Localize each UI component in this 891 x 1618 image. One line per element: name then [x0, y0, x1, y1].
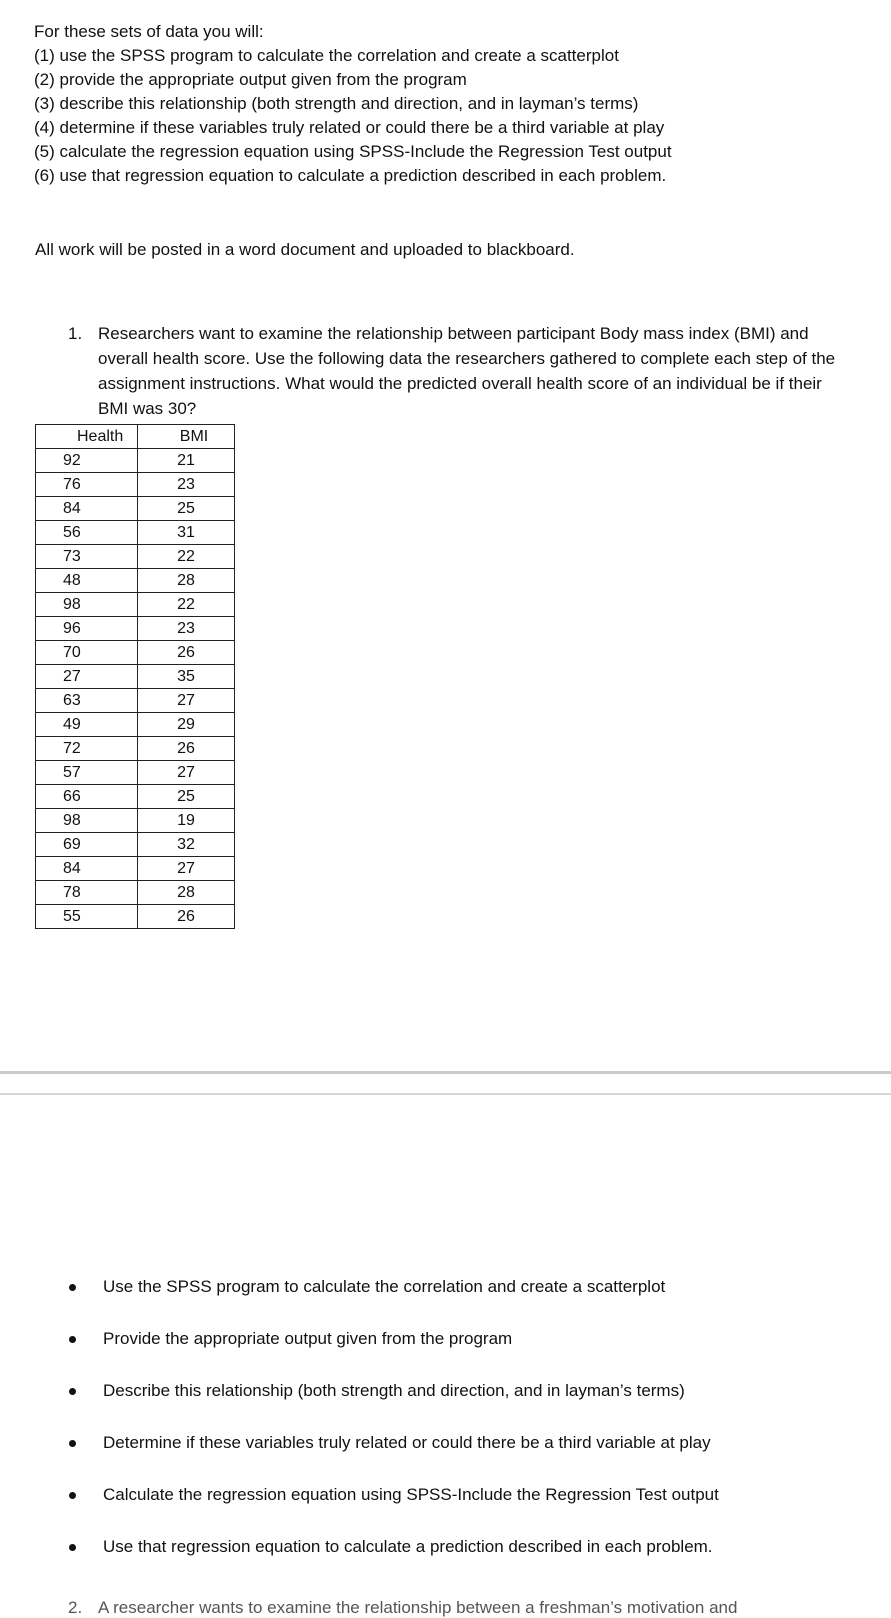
table-header-row	[36, 425, 235, 449]
table-row	[36, 857, 235, 881]
cell-bmi: 26	[138, 641, 235, 665]
cell-health: 98	[36, 593, 138, 617]
cell-bmi: 26	[138, 905, 235, 929]
question-number: 2.	[68, 1598, 83, 1617]
cell-bmi: 25	[138, 785, 235, 809]
header-health: Health	[36, 425, 138, 449]
question-2-partial	[68, 1598, 737, 1618]
cell-bmi: 35	[138, 665, 235, 689]
page-divider	[0, 1071, 891, 1074]
table-row	[36, 785, 235, 809]
list-item	[63, 1469, 883, 1521]
cell-health: 63	[36, 689, 138, 713]
table-row	[36, 593, 235, 617]
cell-bmi: 22	[138, 593, 235, 617]
bullet-list	[63, 1261, 883, 1573]
cell-health: 49	[36, 713, 138, 737]
table-row	[36, 665, 235, 689]
cell-bmi: 27	[138, 761, 235, 785]
cell-bmi: 31	[138, 521, 235, 545]
list-item	[63, 1417, 883, 1469]
table-row	[36, 833, 235, 857]
table-row	[36, 809, 235, 833]
bullet-text: Provide the appropriate output given from the program	[103, 1329, 513, 1348]
instruction-step: (2) provide the appropriate output given from the program	[34, 70, 467, 89]
table-row	[36, 569, 235, 593]
cell-bmi: 22	[138, 545, 235, 569]
cell-bmi: 25	[138, 497, 235, 521]
cell-health: 56	[36, 521, 138, 545]
bullet-icon	[69, 1492, 76, 1499]
table-row	[36, 617, 235, 641]
cell-bmi: 28	[138, 881, 235, 905]
instruction-step: (6) use that regression equation to calculate a prediction described in each problem.	[34, 166, 667, 185]
cell-health: 66	[36, 785, 138, 809]
cell-health: 72	[36, 737, 138, 761]
instruction-step: (4) determine if these variables truly related or could there be a third variable at play	[34, 118, 665, 137]
header-bmi: BMI	[138, 425, 235, 449]
instruction-step: (3) describe this relationship (both strength and direction, and in layman’s terms)	[34, 94, 639, 113]
bullet-icon	[69, 1544, 76, 1551]
cell-bmi: 32	[138, 833, 235, 857]
bullet-text: Describe this relationship (both strength and direction, and in layman’s terms)	[103, 1381, 685, 1400]
question-number: 1.	[68, 324, 83, 343]
bullet-text: Calculate the regression equation using SPSS-Include the Regression Test output	[103, 1485, 719, 1504]
bullet-icon	[69, 1388, 76, 1395]
cell-bmi: 21	[138, 449, 235, 473]
bullet-text: Use that regression equation to calculate a prediction described in each problem.	[103, 1537, 713, 1556]
question-1	[68, 321, 838, 421]
submission-note: All work will be posted in a word document and uploaded to blackboard.	[35, 240, 575, 259]
cell-bmi: 19	[138, 809, 235, 833]
cell-health: 69	[36, 833, 138, 857]
list-item	[63, 1261, 883, 1313]
bullet-icon	[69, 1284, 76, 1291]
bullet-icon	[69, 1336, 76, 1343]
table-row	[36, 449, 235, 473]
table-row	[36, 521, 235, 545]
cell-bmi: 27	[138, 689, 235, 713]
bullet-text: Use the SPSS program to calculate the correlation and create a scatterplot	[103, 1277, 666, 1296]
cell-health: 48	[36, 569, 138, 593]
health-bmi-table	[35, 424, 235, 929]
instruction-step: (1) use the SPSS program to calculate the correlation and create a scatterplot	[34, 46, 619, 65]
cell-health: 70	[36, 641, 138, 665]
cell-bmi: 27	[138, 857, 235, 881]
bullet-icon	[69, 1440, 76, 1447]
list-item	[63, 1313, 883, 1365]
cell-bmi: 28	[138, 569, 235, 593]
table-row	[36, 497, 235, 521]
cell-bmi: 23	[138, 617, 235, 641]
bullet-text: Determine if these variables truly related or could there be a third variable at play	[103, 1433, 711, 1452]
table-row	[36, 473, 235, 497]
table-row	[36, 905, 235, 929]
cell-health: 84	[36, 497, 138, 521]
cell-health: 73	[36, 545, 138, 569]
cell-health: 57	[36, 761, 138, 785]
cell-health: 78	[36, 881, 138, 905]
table-row	[36, 761, 235, 785]
cell-health: 27	[36, 665, 138, 689]
table-row	[36, 737, 235, 761]
table-row	[36, 689, 235, 713]
list-item	[63, 1365, 883, 1417]
cell-bmi: 29	[138, 713, 235, 737]
instructions-heading: For these sets of data you will:	[34, 22, 264, 41]
cell-health: 76	[36, 473, 138, 497]
table-body	[36, 449, 235, 929]
list-item	[63, 1521, 883, 1573]
question-text: Researchers want to examine the relationship between participant Body mass index (BMI) and overall health score. Use the following data the researchers gathered to complete each step of the assignment instructions. What would the predicted overall health score of an individual be if their BMI was 30?	[98, 324, 836, 418]
instruction-step: (5) calculate the regression equation using SPSS-Include the Regression Test output	[34, 142, 672, 161]
table-row	[36, 881, 235, 905]
table-row	[36, 641, 235, 665]
cell-bmi: 23	[138, 473, 235, 497]
cell-health: 55	[36, 905, 138, 929]
cell-health: 92	[36, 449, 138, 473]
cell-health: 98	[36, 809, 138, 833]
cell-bmi: 26	[138, 737, 235, 761]
instructions-block	[34, 20, 874, 188]
cell-health: 84	[36, 857, 138, 881]
page-divider	[0, 1093, 891, 1095]
table-row	[36, 713, 235, 737]
cell-health: 96	[36, 617, 138, 641]
question-text: A researcher wants to examine the relationship between a freshman’s motivation and	[98, 1598, 738, 1617]
table-row	[36, 545, 235, 569]
